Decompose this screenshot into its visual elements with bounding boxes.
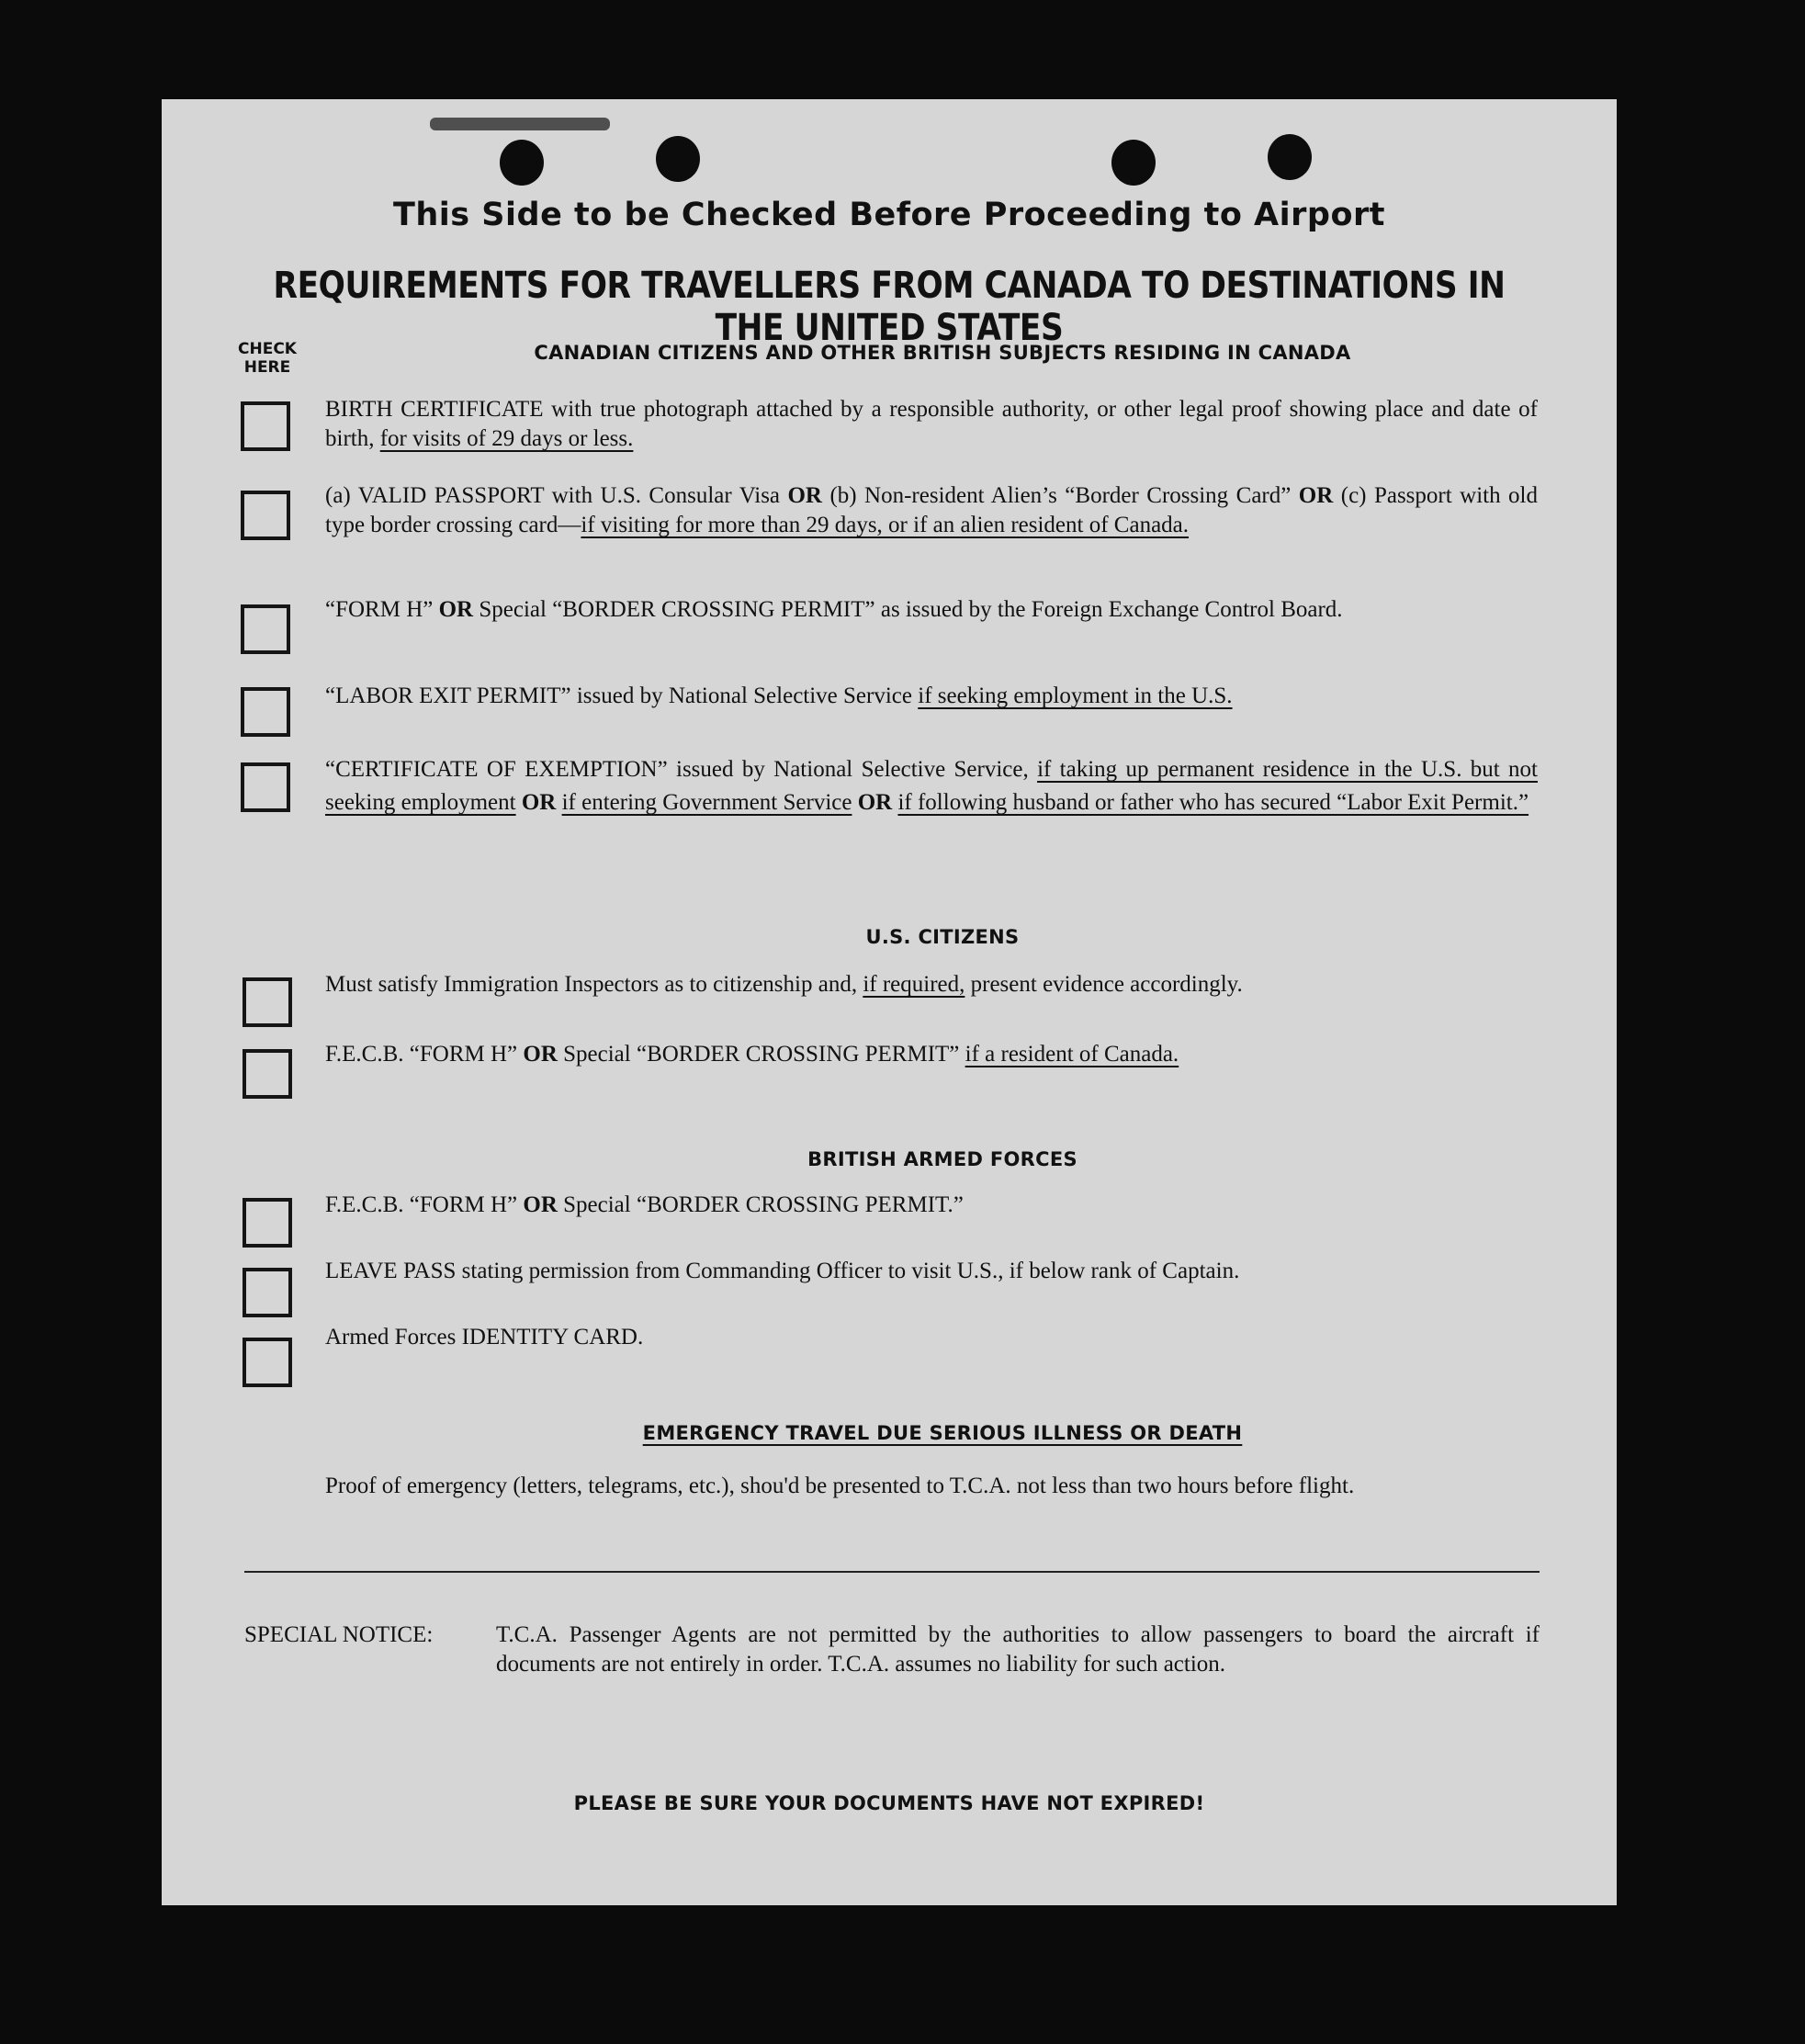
form-sheet bbox=[162, 99, 1617, 1905]
labor-exit-permit-text: “LABOR EXIT PERMIT” issued by National Selective Service if seeking employment in the U.S. bbox=[325, 683, 1233, 708]
checkbox-leave-pass[interactable] bbox=[243, 1268, 292, 1317]
british-fecb-form-h-text: F.E.C.B. “FORM H” OR Special “BORDER CROSSING PERMIT.” bbox=[325, 1192, 964, 1217]
checkbox-us-citizenship[interactable] bbox=[243, 977, 292, 1027]
canadian-section-heading: CANADIAN CITIZENS AND OTHER BRITISH SUBJECTS RESIDING IN CANADA bbox=[534, 342, 1351, 364]
divider-line bbox=[244, 1571, 1540, 1573]
ink-smudge bbox=[430, 118, 610, 130]
checkbox-birth-certificate[interactable] bbox=[241, 401, 290, 451]
checkbox-identity-card[interactable] bbox=[243, 1338, 292, 1387]
leave-pass-text: LEAVE PASS stating permission from Commanding Officer to visit U.S., if below rank of Captain. bbox=[325, 1259, 1240, 1283]
form-h-text: “FORM H” OR Special “BORDER CROSSING PERMIT” as issued by the Foreign Exchange Control Board. bbox=[325, 597, 1343, 622]
us-citizens-heading: U.S. CITIZENS bbox=[865, 926, 1020, 948]
checkbox-certificate-of-exemption[interactable] bbox=[241, 762, 290, 812]
certificate-of-exemption-text: “CERTIFICATE OF EXEMPTION” issued by National Selective Service, if taking up permanent residence in the U.S. but not seeking employment OR if entering Government Service OR if following husband or father who has secured “Labor Exit Permit.” bbox=[325, 757, 1538, 815]
punch-hole bbox=[1111, 140, 1156, 186]
us-fecb-form-h-text: F.E.C.B. “FORM H” OR Special “BORDER CROSSING PERMIT” if a resident of Canada. bbox=[325, 1042, 1179, 1067]
punch-hole bbox=[1268, 134, 1312, 180]
main-title: REQUIREMENTS FOR TRAVELLERS FROM CANADA TO DESTINATIONS IN THE UNITED STATES bbox=[273, 265, 1506, 349]
top-heading: This Side to be Checked Before Proceeding to Airport bbox=[393, 197, 1385, 233]
valid-passport-text: (a) VALID PASSPORT with U.S. Consular Visa OR (b) Non-resident Alien’s “Border Crossing Card” OR (c) Passport with old type border crossing card—if visiting for more than 29 days, or if an alien resident of Canada. bbox=[325, 483, 1538, 537]
expiry-reminder: PLEASE BE SURE YOUR DOCUMENTS HAVE NOT EXPIRED! bbox=[573, 1792, 1205, 1814]
checkbox-valid-passport[interactable] bbox=[241, 491, 290, 540]
emergency-text: Proof of emergency (letters, telegrams, etc.), shou'd be presented to T.C.A. not less than two hours before flight. bbox=[325, 1474, 1355, 1498]
special-notice-label: SPECIAL NOTICE: bbox=[244, 1622, 434, 1647]
identity-card-text: Armed Forces IDENTITY CARD. bbox=[325, 1325, 644, 1349]
checkbox-labor-exit-permit[interactable] bbox=[241, 687, 290, 737]
checkbox-british-fecb-form-h[interactable] bbox=[243, 1198, 292, 1248]
us-citizenship-text: Must satisfy Immigration Inspectors as to citizenship and, if required, present evidence accordingly. bbox=[325, 972, 1243, 997]
punch-hole bbox=[500, 140, 544, 186]
british-forces-heading: BRITISH ARMED FORCES bbox=[807, 1148, 1077, 1170]
birth-certificate-text: BIRTH CERTIFICATE with true photograph attached by a responsible authority, or other legal proof showing place and date of birth, for visits of 29 days or less. bbox=[325, 397, 1538, 451]
checkbox-us-fecb-form-h[interactable] bbox=[243, 1049, 292, 1099]
checkbox-form-h[interactable] bbox=[241, 604, 290, 654]
special-notice-text: T.C.A. Passenger Agents are not permitted by the authorities to allow passengers to board the aircraft if documents are not entirely in order. T.C.A. assumes no liability for such action. bbox=[496, 1622, 1540, 1677]
emergency-heading: EMERGENCY TRAVEL DUE SERIOUS ILLNESS OR DEATH bbox=[642, 1422, 1243, 1444]
punch-hole bbox=[656, 136, 700, 182]
check-here-label: CHECK HERE bbox=[238, 340, 297, 377]
